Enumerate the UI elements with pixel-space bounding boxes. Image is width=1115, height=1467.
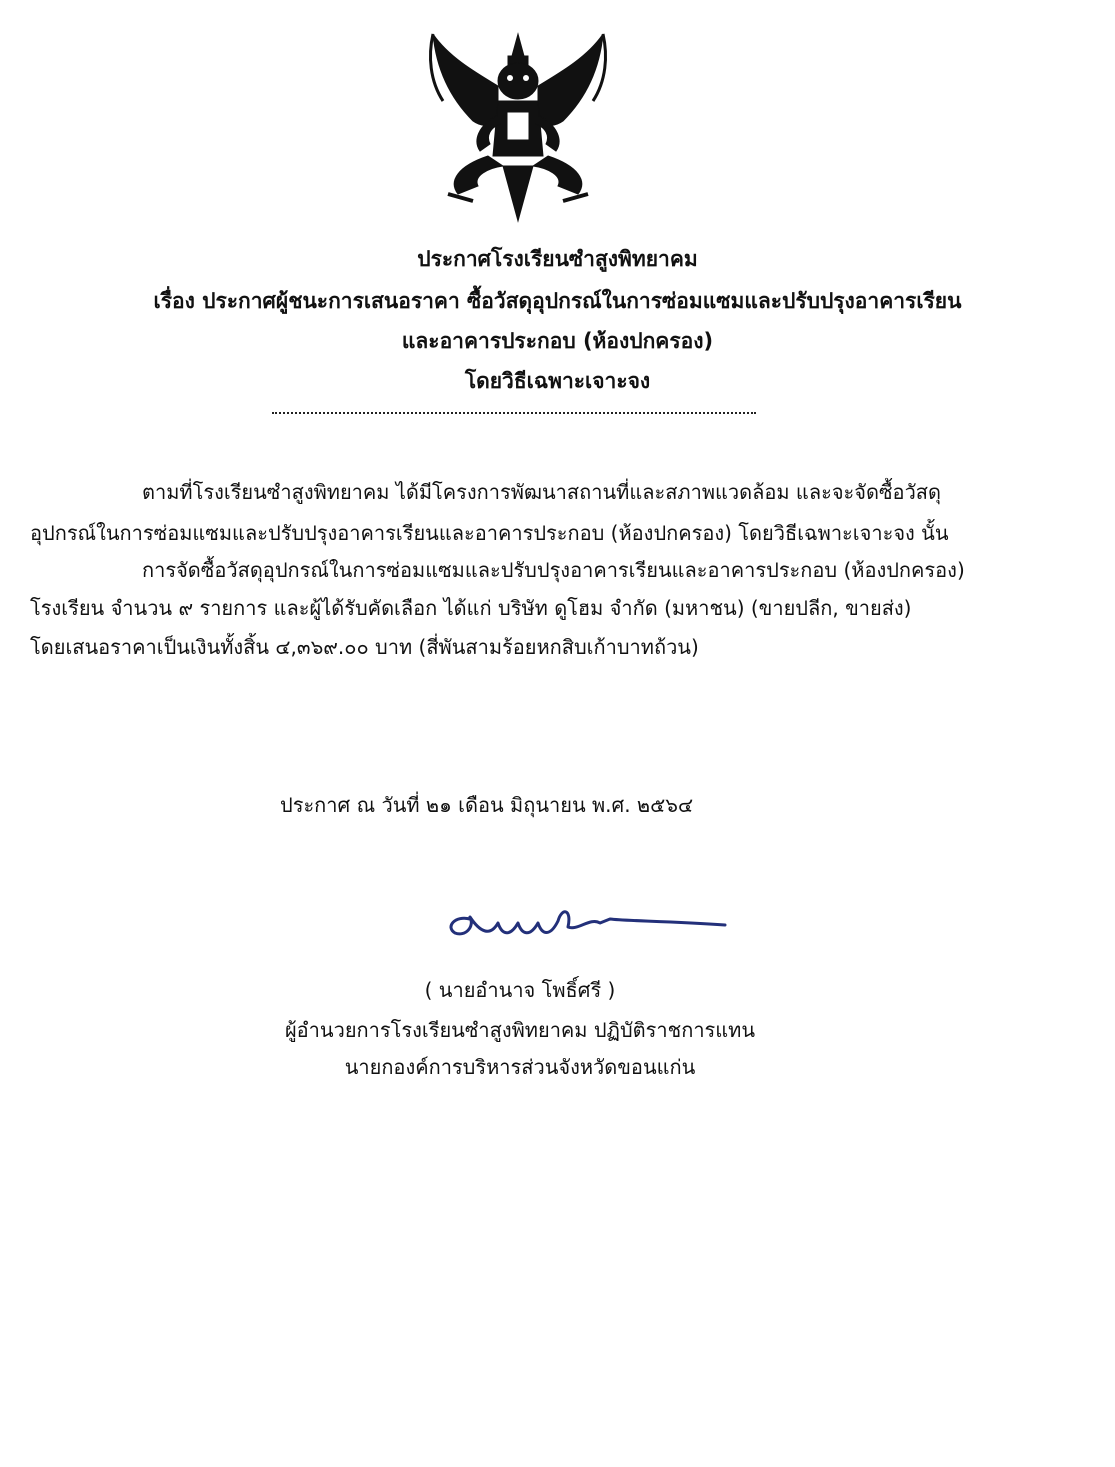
body-line-3: การจัดซื้อวัสดุอุปกรณ์ในการซ่อมแซมและปรับปรุงอาคารเรียนและอาคารประกอบ (ห้องปกครอง) (142, 558, 965, 582)
announcement-date: ประกาศ ณ วันที่ ๒๑ เดือน มิถุนายน พ.ศ. ๒๕๖๔ (280, 793, 694, 817)
procurement-method: โดยวิธีเฉพาะเจาะจง (464, 369, 651, 393)
signer-position-2: นายกองค์การบริหารส่วนจังหวัดขอนแก่น (344, 1055, 696, 1079)
body-line-5: โดยเสนอราคาเป็นเงินทั้งสิ้น ๔,๓๖๙.๐๐ บาท (สี่พันสามร้อยหกสิบเก้าบาทถ้วน) (30, 635, 699, 659)
announcement-subject-cont: และอาคารประกอบ (ห้องปกครอง) (401, 329, 714, 353)
announcement-title: ประกาศโรงเรียนซำสูงพิทยาคม (417, 247, 698, 271)
garuda-emblem-icon (418, 26, 618, 226)
body-line-1: ตามที่โรงเรียนซำสูงพิทยาคม ได้มีโครงการพัฒนาสถานที่และสภาพแวดล้อม และจะจัดซื้อวัสดุ (142, 480, 941, 504)
handwritten-signature-icon (440, 897, 740, 947)
dotted-divider (272, 412, 756, 414)
announcement-subject: เรื่อง ประกาศผู้ชนะการเสนอราคา ซื้อวัสดุอุปกรณ์ในการซ่อมแซมและปรับปรุงอาคารเรียน (153, 289, 962, 313)
signer-position: ผู้อำนวยการโรงเรียนซำสูงพิทยาคม ปฏิบัติราชการแทน (284, 1018, 756, 1042)
body-line-4: โรงเรียน จำนวน ๙ รายการ และผู้ได้รับคัดเลือก ได้แก่ บริษัท ดูโฮม จำกัด (มหาชน) (ขายปลีก, ขายส่ง) (30, 596, 912, 620)
body-line-2: อุปกรณ์ในการซ่อมแซมและปรับปรุงอาคารเรียนและอาคารประกอบ (ห้องปกครอง) โดยวิธีเฉพาะเจาะจง นั้น (30, 521, 949, 545)
signer-name: ( นายอำนาจ โพธิ์ศรี ) (424, 978, 616, 1002)
